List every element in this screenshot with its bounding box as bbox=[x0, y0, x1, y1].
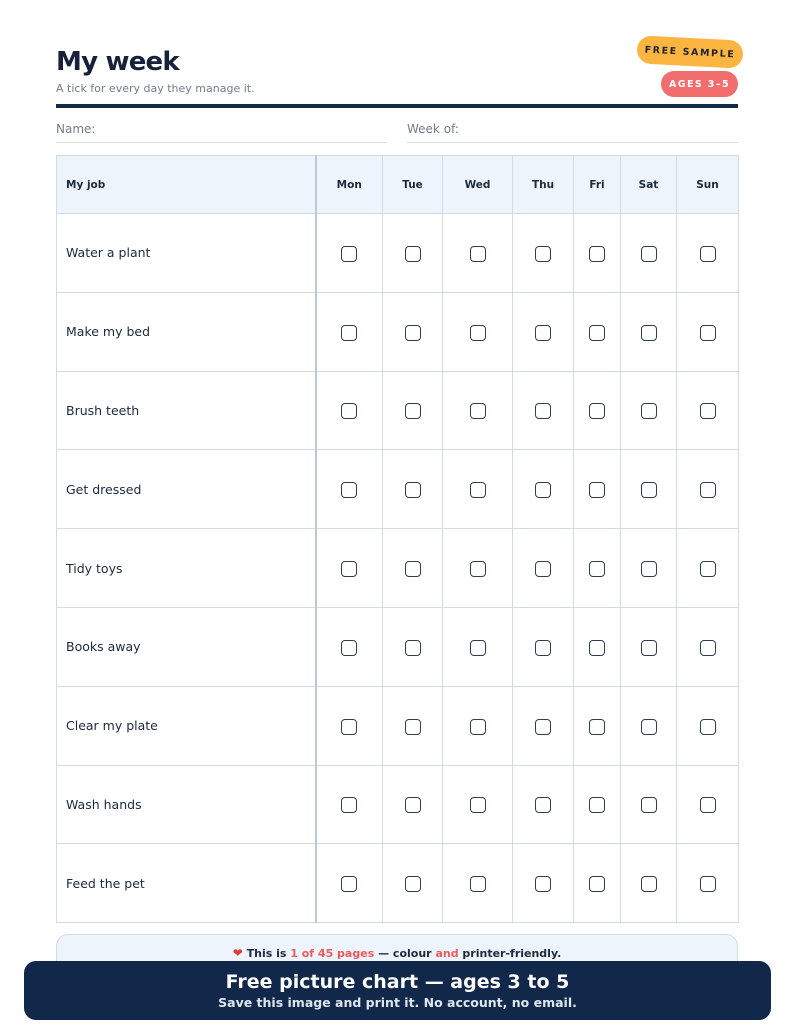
table-row bbox=[57, 686, 739, 765]
day-cell bbox=[513, 686, 574, 765]
tick-checkbox[interactable] bbox=[641, 403, 657, 419]
heart-icon: ❤ bbox=[232, 946, 243, 960]
tick-checkbox[interactable] bbox=[535, 482, 551, 498]
day-cell bbox=[621, 607, 677, 686]
tick-checkbox[interactable] bbox=[641, 561, 657, 577]
tick-checkbox[interactable] bbox=[535, 719, 551, 735]
day-header-sat: Sat bbox=[621, 156, 677, 214]
tick-checkbox[interactable] bbox=[589, 719, 605, 735]
day-cell bbox=[574, 686, 621, 765]
day-cell bbox=[621, 450, 677, 529]
day-cell bbox=[513, 292, 574, 371]
tick-checkbox[interactable] bbox=[700, 561, 716, 577]
name-field-label: Name: bbox=[56, 122, 96, 136]
tick-checkbox[interactable] bbox=[589, 246, 605, 262]
job-label: Water a plant bbox=[57, 214, 316, 293]
day-cell bbox=[443, 765, 513, 844]
week-field-label: Week of: bbox=[407, 122, 459, 136]
tick-checkbox[interactable] bbox=[700, 719, 716, 735]
tick-checkbox[interactable] bbox=[700, 797, 716, 813]
tick-checkbox[interactable] bbox=[589, 797, 605, 813]
tick-checkbox[interactable] bbox=[341, 797, 357, 813]
promo-banner bbox=[24, 961, 771, 1020]
day-cell bbox=[513, 450, 574, 529]
tick-checkbox[interactable] bbox=[470, 403, 486, 419]
day-cell bbox=[513, 765, 574, 844]
day-cell bbox=[443, 607, 513, 686]
tick-checkbox[interactable] bbox=[641, 876, 657, 892]
tick-checkbox[interactable] bbox=[641, 482, 657, 498]
day-cell bbox=[677, 607, 739, 686]
tick-checkbox[interactable] bbox=[641, 640, 657, 656]
day-cell bbox=[443, 450, 513, 529]
tick-checkbox[interactable] bbox=[700, 246, 716, 262]
day-header-mon: Mon bbox=[316, 156, 383, 214]
tick-checkbox[interactable] bbox=[405, 403, 421, 419]
chore-chart bbox=[56, 155, 739, 923]
tick-checkbox[interactable] bbox=[641, 719, 657, 735]
tick-checkbox[interactable] bbox=[405, 876, 421, 892]
tick-checkbox[interactable] bbox=[341, 246, 357, 262]
day-header-wed: Wed bbox=[443, 156, 513, 214]
day-cell bbox=[383, 607, 443, 686]
day-cell bbox=[383, 214, 443, 293]
note-text-1: This is bbox=[246, 947, 287, 960]
tick-checkbox[interactable] bbox=[341, 325, 357, 341]
day-cell bbox=[383, 292, 443, 371]
day-cell bbox=[677, 450, 739, 529]
job-label: Make my bed bbox=[57, 292, 316, 371]
tick-checkbox[interactable] bbox=[341, 561, 357, 577]
day-cell bbox=[383, 371, 443, 450]
tick-checkbox[interactable] bbox=[700, 482, 716, 498]
tick-checkbox[interactable] bbox=[470, 561, 486, 577]
day-cell bbox=[443, 686, 513, 765]
tick-checkbox[interactable] bbox=[405, 246, 421, 262]
day-cell bbox=[574, 765, 621, 844]
day-cell bbox=[316, 844, 383, 923]
banner-headline: Free picture chart — ages 3 to 5 bbox=[225, 971, 570, 993]
day-cell bbox=[621, 214, 677, 293]
tick-checkbox[interactable] bbox=[470, 876, 486, 892]
tick-checkbox[interactable] bbox=[405, 797, 421, 813]
day-cell bbox=[383, 844, 443, 923]
chart-header-row bbox=[57, 156, 739, 214]
day-cell bbox=[316, 292, 383, 371]
tick-checkbox[interactable] bbox=[405, 482, 421, 498]
tick-checkbox[interactable] bbox=[405, 640, 421, 656]
day-cell bbox=[443, 214, 513, 293]
tick-checkbox[interactable] bbox=[470, 797, 486, 813]
week-field[interactable] bbox=[407, 122, 738, 143]
day-cell bbox=[574, 607, 621, 686]
table-row bbox=[57, 450, 739, 529]
tick-checkbox[interactable] bbox=[700, 403, 716, 419]
tick-checkbox[interactable] bbox=[341, 482, 357, 498]
day-cell bbox=[513, 529, 574, 608]
tick-checkbox[interactable] bbox=[341, 719, 357, 735]
day-cell bbox=[316, 214, 383, 293]
day-cell bbox=[316, 765, 383, 844]
page-title: My week bbox=[56, 47, 179, 77]
tick-checkbox[interactable] bbox=[405, 561, 421, 577]
day-cell bbox=[677, 529, 739, 608]
tick-checkbox[interactable] bbox=[535, 246, 551, 262]
ages-badge: AGES 3–5 bbox=[661, 71, 738, 97]
day-header-fri: Fri bbox=[574, 156, 621, 214]
day-header-tue: Tue bbox=[383, 156, 443, 214]
note-text-3: printer-friendly. bbox=[462, 947, 562, 960]
tick-checkbox[interactable] bbox=[535, 876, 551, 892]
tick-checkbox[interactable] bbox=[535, 640, 551, 656]
job-label: Brush teeth bbox=[57, 371, 316, 450]
job-label: Feed the pet bbox=[57, 844, 316, 923]
day-cell bbox=[574, 844, 621, 923]
day-cell bbox=[574, 450, 621, 529]
job-label: Clear my plate bbox=[57, 686, 316, 765]
table-row bbox=[57, 607, 739, 686]
table-row bbox=[57, 371, 739, 450]
day-cell bbox=[383, 450, 443, 529]
day-cell bbox=[383, 765, 443, 844]
tick-checkbox[interactable] bbox=[700, 876, 716, 892]
day-cell bbox=[513, 371, 574, 450]
day-header-sun: Sun bbox=[677, 156, 739, 214]
day-cell bbox=[574, 371, 621, 450]
day-cell bbox=[621, 292, 677, 371]
tick-checkbox[interactable] bbox=[535, 797, 551, 813]
tick-checkbox[interactable] bbox=[470, 482, 486, 498]
job-label: Wash hands bbox=[57, 765, 316, 844]
tick-checkbox[interactable] bbox=[535, 403, 551, 419]
day-cell bbox=[621, 529, 677, 608]
tick-checkbox[interactable] bbox=[641, 797, 657, 813]
table-row bbox=[57, 765, 739, 844]
day-cell bbox=[443, 292, 513, 371]
table-row bbox=[57, 844, 739, 923]
job-label: Tidy toys bbox=[57, 529, 316, 608]
day-cell bbox=[443, 529, 513, 608]
day-cell bbox=[316, 371, 383, 450]
tick-checkbox[interactable] bbox=[341, 876, 357, 892]
tick-checkbox[interactable] bbox=[700, 640, 716, 656]
day-cell bbox=[677, 371, 739, 450]
tick-checkbox[interactable] bbox=[589, 876, 605, 892]
day-cell bbox=[621, 371, 677, 450]
note-text-and: and bbox=[435, 947, 459, 960]
tick-checkbox[interactable] bbox=[641, 325, 657, 341]
day-cell bbox=[621, 686, 677, 765]
day-cell bbox=[513, 214, 574, 293]
day-cell bbox=[677, 686, 739, 765]
day-cell bbox=[316, 607, 383, 686]
table-row bbox=[57, 214, 739, 293]
tick-checkbox[interactable] bbox=[535, 325, 551, 341]
job-label: Books away bbox=[57, 607, 316, 686]
day-cell bbox=[677, 844, 739, 923]
day-cell bbox=[316, 529, 383, 608]
tick-checkbox[interactable] bbox=[341, 640, 357, 656]
note-page-count: 1 of 45 pages bbox=[290, 947, 375, 960]
tick-checkbox[interactable] bbox=[589, 325, 605, 341]
tick-checkbox[interactable] bbox=[535, 561, 551, 577]
tick-checkbox[interactable] bbox=[470, 719, 486, 735]
day-cell bbox=[574, 529, 621, 608]
tick-checkbox[interactable] bbox=[589, 640, 605, 656]
day-cell bbox=[513, 607, 574, 686]
day-cell bbox=[574, 214, 621, 293]
table-row bbox=[57, 529, 739, 608]
job-column-header: My job bbox=[57, 156, 316, 214]
day-cell bbox=[677, 214, 739, 293]
day-cell bbox=[513, 844, 574, 923]
free-sample-badge: FREE SAMPLE bbox=[636, 35, 743, 69]
tick-checkbox[interactable] bbox=[405, 325, 421, 341]
tick-checkbox[interactable] bbox=[470, 325, 486, 341]
tick-checkbox[interactable] bbox=[589, 561, 605, 577]
tick-checkbox[interactable] bbox=[470, 640, 486, 656]
day-cell bbox=[574, 292, 621, 371]
page-subtitle: A tick for every day they manage it. bbox=[56, 82, 255, 95]
day-cell bbox=[316, 450, 383, 529]
day-cell bbox=[677, 765, 739, 844]
header-rule bbox=[56, 104, 738, 108]
banner-subline: Save this image and print it. No account, no email. bbox=[218, 995, 577, 1010]
note-text-2: — colour bbox=[378, 947, 432, 960]
tick-checkbox[interactable] bbox=[589, 482, 605, 498]
name-field[interactable] bbox=[56, 122, 387, 143]
day-cell bbox=[316, 686, 383, 765]
tick-checkbox[interactable] bbox=[641, 246, 657, 262]
chart-body bbox=[57, 214, 739, 923]
day-cell bbox=[621, 844, 677, 923]
tick-checkbox[interactable] bbox=[405, 719, 421, 735]
day-cell bbox=[383, 529, 443, 608]
day-cell bbox=[383, 686, 443, 765]
day-cell bbox=[621, 765, 677, 844]
day-cell bbox=[443, 844, 513, 923]
tick-checkbox[interactable] bbox=[341, 403, 357, 419]
table-row bbox=[57, 292, 739, 371]
day-header-thu: Thu bbox=[513, 156, 574, 214]
job-label: Get dressed bbox=[57, 450, 316, 529]
day-cell bbox=[677, 292, 739, 371]
day-cell bbox=[443, 371, 513, 450]
tick-checkbox[interactable] bbox=[700, 325, 716, 341]
tick-checkbox[interactable] bbox=[470, 246, 486, 262]
tick-checkbox[interactable] bbox=[589, 403, 605, 419]
